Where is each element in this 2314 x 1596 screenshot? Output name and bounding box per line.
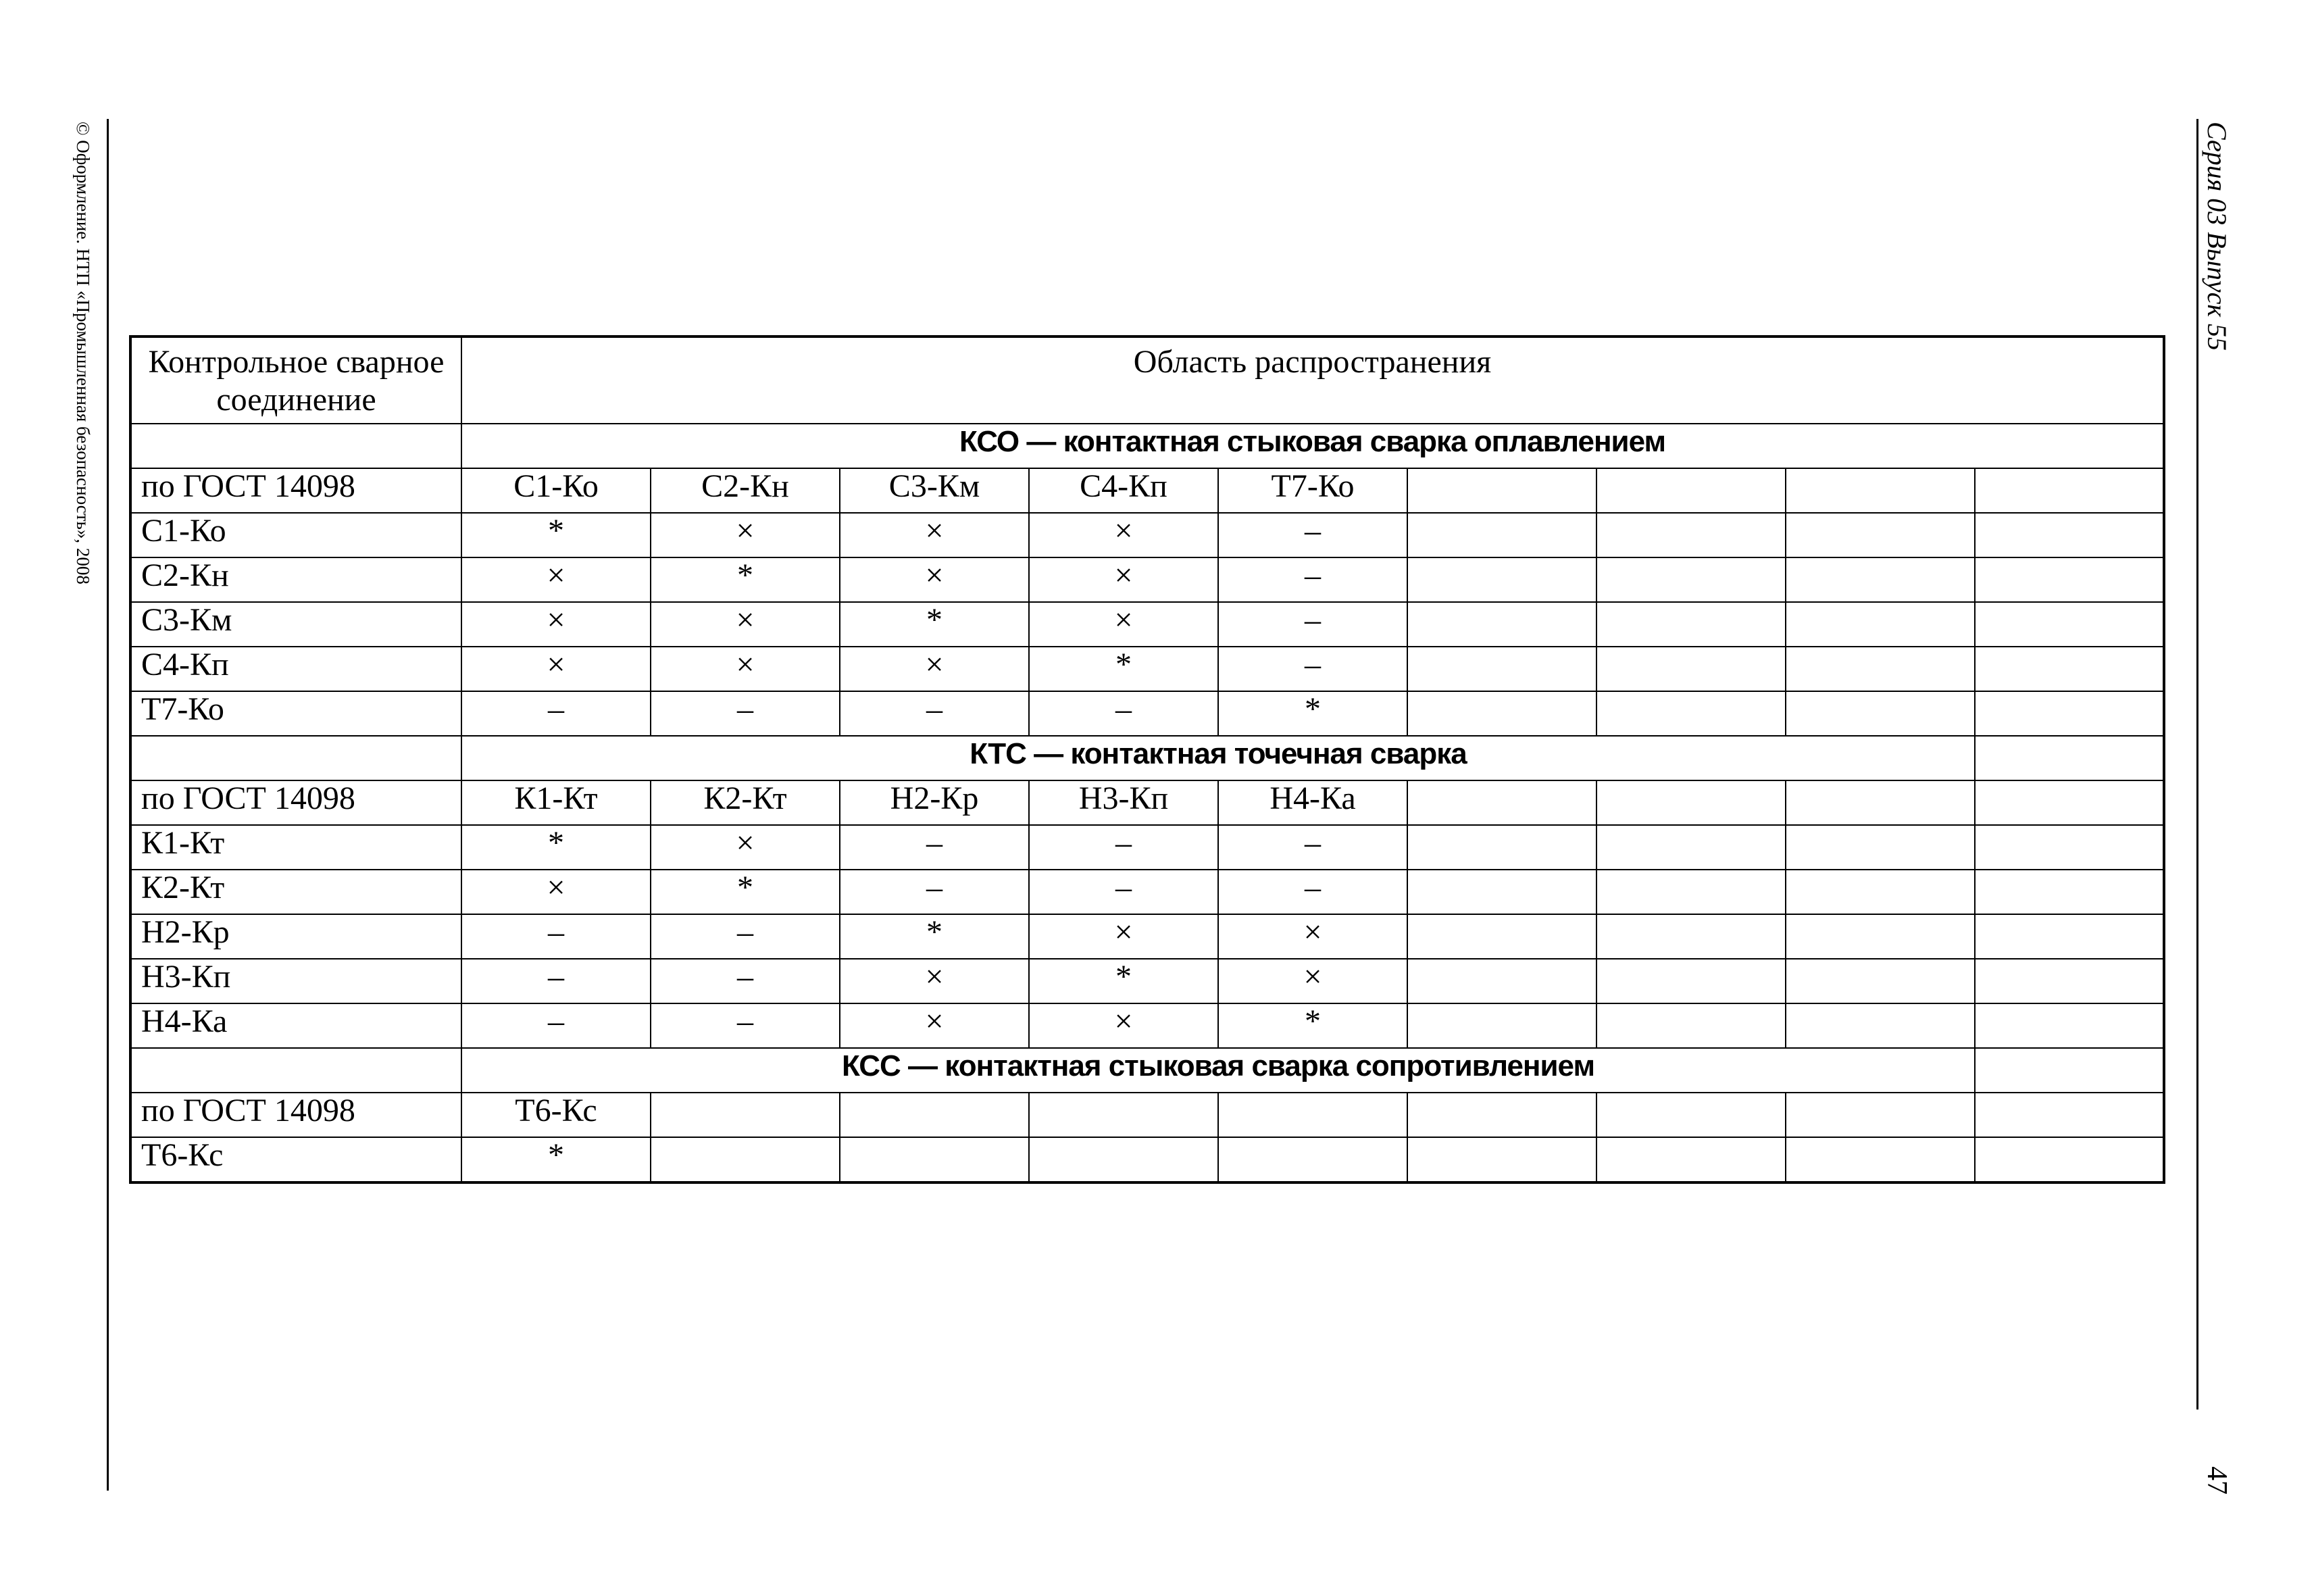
scope-cell xyxy=(1786,825,1975,870)
scope-cell: × xyxy=(461,870,651,914)
scope-cell xyxy=(1596,513,1786,557)
scope-cell xyxy=(1975,602,2164,647)
scope-cell: × xyxy=(1029,602,1218,647)
scope-cell xyxy=(1407,557,1596,602)
table-row xyxy=(130,691,2164,736)
scope-cell xyxy=(1786,1003,1975,1048)
row-joint-code: Н4-Ка xyxy=(130,1003,461,1048)
scope-cell: × xyxy=(840,959,1029,1003)
column-joint-code: Н2-Кр xyxy=(840,780,1029,825)
scope-cell xyxy=(1786,1137,1975,1182)
column-joint-code xyxy=(1786,780,1975,825)
scope-cell: × xyxy=(840,1003,1029,1048)
scope-cell: × xyxy=(840,513,1029,557)
scope-cell xyxy=(840,1137,1029,1182)
column-joint-code xyxy=(840,1093,1029,1137)
scope-cell: – xyxy=(1218,870,1407,914)
section-title: КСО — контактная стыковая сварка оплавлением xyxy=(461,424,2164,468)
row-joint-code: С4-Кп xyxy=(130,647,461,691)
column-joint-code xyxy=(1596,780,1786,825)
scope-cell: × xyxy=(651,602,840,647)
scope-cell xyxy=(1407,914,1596,959)
copyright-notice: © Оформление. НТП «Промышленная безопасность», 2008 xyxy=(73,122,93,584)
column-joint-code xyxy=(651,1093,840,1137)
scope-cell xyxy=(1786,914,1975,959)
scope-cell xyxy=(1786,959,1975,1003)
page-number: 47 xyxy=(2201,1466,2232,1495)
scope-cell xyxy=(1218,1137,1407,1182)
scope-cell xyxy=(1786,647,1975,691)
gost-label: по ГОСТ 14098 xyxy=(130,1093,461,1137)
row-joint-code: Н3-Кп xyxy=(130,959,461,1003)
section-title: КТС — контактная точечная сварка xyxy=(461,736,1975,780)
table-row xyxy=(130,513,2164,557)
scope-cell: * xyxy=(651,870,840,914)
header-scope: Область распространения xyxy=(461,336,2164,424)
scope-cell xyxy=(1596,647,1786,691)
scope-cell xyxy=(1786,513,1975,557)
scope-cell: – xyxy=(1218,825,1407,870)
scope-cell xyxy=(1975,1003,2164,1048)
column-joint-code: К1-Кт xyxy=(461,780,651,825)
scope-cell xyxy=(1407,959,1596,1003)
column-joint-code xyxy=(1596,1093,1786,1137)
scope-cell: – xyxy=(1218,513,1407,557)
row-joint-code: К2-Кт xyxy=(130,870,461,914)
table-header-row xyxy=(130,336,2164,424)
column-joint-code xyxy=(1407,468,1596,513)
row-joint-code: С3-Км xyxy=(130,602,461,647)
table-row xyxy=(130,959,2164,1003)
column-joint-code: С3-Км xyxy=(840,468,1029,513)
scope-cell: – xyxy=(651,1003,840,1048)
scope-cell xyxy=(1407,647,1596,691)
scope-cell: × xyxy=(840,647,1029,691)
scope-cell: * xyxy=(1029,647,1218,691)
column-joint-code xyxy=(1218,1093,1407,1137)
gost-column-row xyxy=(130,468,2164,513)
row-joint-code: Т7-Ко xyxy=(130,691,461,736)
gost-label: по ГОСТ 14098 xyxy=(130,468,461,513)
scope-cell: – xyxy=(651,914,840,959)
scope-cell: × xyxy=(1029,914,1218,959)
scope-cell: – xyxy=(651,959,840,1003)
column-joint-code: Н3-Кп xyxy=(1029,780,1218,825)
scope-cell: – xyxy=(461,914,651,959)
scope-cell: * xyxy=(461,1137,651,1182)
section-title-spacer xyxy=(1975,736,2164,780)
scope-cell: × xyxy=(461,557,651,602)
scope-cell xyxy=(1407,1137,1596,1182)
scope-cell xyxy=(1975,825,2164,870)
scope-cell: × xyxy=(1218,959,1407,1003)
header-control-joint: Контрольное сварное соединение xyxy=(130,336,461,424)
scope-cell: × xyxy=(651,513,840,557)
column-joint-code xyxy=(1975,1093,2164,1137)
scope-cell: × xyxy=(1029,1003,1218,1048)
scope-cell xyxy=(1975,870,2164,914)
section-title-spacer xyxy=(1975,1048,2164,1093)
row-joint-code: К1-Кт xyxy=(130,825,461,870)
row-joint-code: С1-Ко xyxy=(130,513,461,557)
column-joint-code: Т7-Ко xyxy=(1218,468,1407,513)
column-joint-code: С1-Ко xyxy=(461,468,651,513)
column-joint-code xyxy=(1786,468,1975,513)
row-joint-code: С2-Кн xyxy=(130,557,461,602)
table-row xyxy=(130,602,2164,647)
scope-cell xyxy=(1596,557,1786,602)
scope-cell xyxy=(1786,870,1975,914)
scope-cell: * xyxy=(461,825,651,870)
scope-cell: * xyxy=(840,914,1029,959)
column-joint-code xyxy=(1596,468,1786,513)
gost-column-row xyxy=(130,780,2164,825)
section-title: КСС — контактная стыковая сварка сопротивлением xyxy=(461,1048,1975,1093)
scope-cell xyxy=(1975,959,2164,1003)
scope-cell xyxy=(1596,1137,1786,1182)
scope-cell: × xyxy=(461,602,651,647)
scope-cell: – xyxy=(1218,557,1407,602)
column-joint-code xyxy=(1407,780,1596,825)
scope-cell: * xyxy=(461,513,651,557)
scope-cell xyxy=(1407,1003,1596,1048)
section-title-row xyxy=(130,424,2164,468)
scope-cell xyxy=(1029,1137,1218,1182)
scope-cell: – xyxy=(461,959,651,1003)
scope-cell: * xyxy=(651,557,840,602)
scope-cell xyxy=(1596,1003,1786,1048)
table-row xyxy=(130,914,2164,959)
row-joint-code: Т6-Кс xyxy=(130,1137,461,1182)
scope-cell: * xyxy=(1218,1003,1407,1048)
scope-cell: – xyxy=(461,691,651,736)
scope-cell xyxy=(1596,691,1786,736)
section-title-row xyxy=(130,1048,2164,1093)
section-title-spacer xyxy=(130,1048,461,1093)
scope-cell xyxy=(1975,513,2164,557)
scope-cell xyxy=(1975,1137,2164,1182)
scope-cell: × xyxy=(651,647,840,691)
scope-cell xyxy=(1975,557,2164,602)
scope-cell: – xyxy=(840,691,1029,736)
table-row xyxy=(130,557,2164,602)
section-title-row xyxy=(130,736,2164,780)
table-row xyxy=(130,825,2164,870)
scope-cell xyxy=(1786,557,1975,602)
column-joint-code: С2-Кн xyxy=(651,468,840,513)
scope-cell xyxy=(1596,825,1786,870)
row-joint-code: Н2-Кр xyxy=(130,914,461,959)
scope-cell: × xyxy=(651,825,840,870)
series-label: Серия 03 Выпуск 55 xyxy=(2202,122,2232,351)
scope-cell: × xyxy=(840,557,1029,602)
scope-cell: – xyxy=(1029,870,1218,914)
column-joint-code: Н4-Ка xyxy=(1218,780,1407,825)
scope-cell: * xyxy=(1029,959,1218,1003)
scope-cell: × xyxy=(1029,557,1218,602)
table-row xyxy=(130,1003,2164,1048)
scope-cell xyxy=(1975,914,2164,959)
table-row xyxy=(130,1137,2164,1182)
scope-cell: – xyxy=(1029,691,1218,736)
scope-cell xyxy=(1596,602,1786,647)
scope-cell xyxy=(1975,647,2164,691)
scope-cell xyxy=(1596,914,1786,959)
table-row xyxy=(130,870,2164,914)
column-joint-code: К2-Кт xyxy=(651,780,840,825)
left-margin-rule xyxy=(107,119,109,1491)
welding-scope-table xyxy=(129,335,2165,1184)
column-joint-code xyxy=(1407,1093,1596,1137)
scope-cell xyxy=(1407,870,1596,914)
scope-cell: – xyxy=(1218,602,1407,647)
scope-cell: × xyxy=(461,647,651,691)
scope-cell xyxy=(1407,513,1596,557)
scope-cell xyxy=(1786,602,1975,647)
scope-cell xyxy=(1407,825,1596,870)
scope-cell: – xyxy=(840,870,1029,914)
scope-cell: – xyxy=(461,1003,651,1048)
scope-cell: – xyxy=(1218,647,1407,691)
table-row xyxy=(130,647,2164,691)
column-joint-code xyxy=(1786,1093,1975,1137)
section-title-spacer xyxy=(130,736,461,780)
scope-cell xyxy=(1786,691,1975,736)
scope-cell xyxy=(1975,691,2164,736)
column-joint-code xyxy=(1975,780,2164,825)
column-joint-code: С4-Кп xyxy=(1029,468,1218,513)
scope-cell xyxy=(1407,691,1596,736)
column-joint-code xyxy=(1029,1093,1218,1137)
scope-cell: * xyxy=(1218,691,1407,736)
scope-cell xyxy=(1407,602,1596,647)
scope-cell: × xyxy=(1029,513,1218,557)
scope-cell xyxy=(1596,870,1786,914)
scope-cell: – xyxy=(840,825,1029,870)
scope-cell: * xyxy=(840,602,1029,647)
scope-cell: × xyxy=(1218,914,1407,959)
right-margin-rule xyxy=(2196,119,2198,1410)
scope-cell xyxy=(651,1137,840,1182)
gost-column-row xyxy=(130,1093,2164,1137)
scope-cell: – xyxy=(1029,825,1218,870)
column-joint-code xyxy=(1975,468,2164,513)
scope-cell: – xyxy=(651,691,840,736)
section-title-spacer xyxy=(130,424,461,468)
column-joint-code: Т6-Кс xyxy=(461,1093,651,1137)
scope-cell xyxy=(1596,959,1786,1003)
gost-label: по ГОСТ 14098 xyxy=(130,780,461,825)
